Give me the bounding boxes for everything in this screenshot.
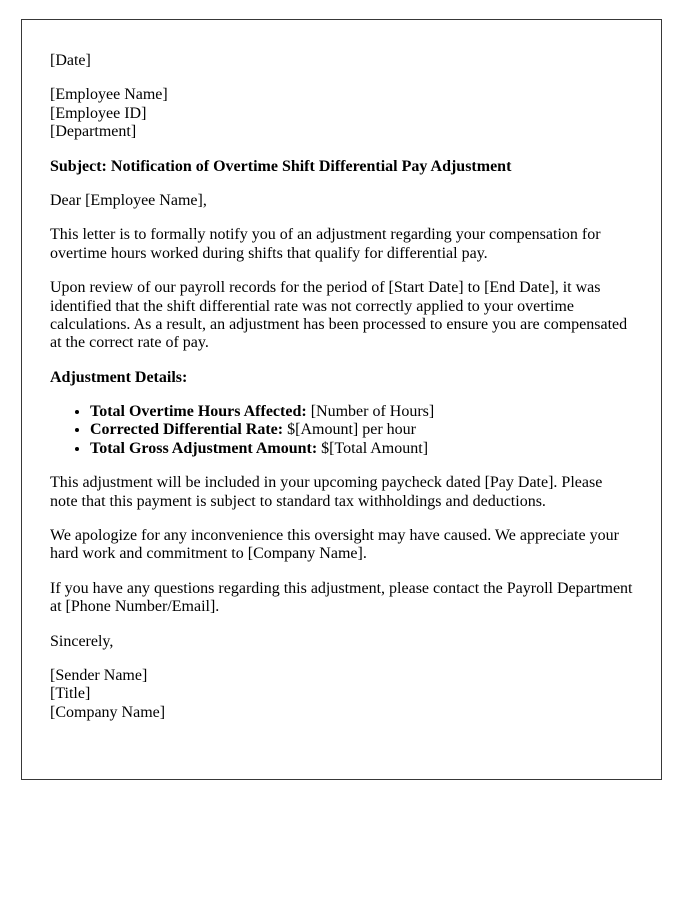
detail-item-hours: [90, 403, 633, 421]
salutation: Dear [Employee Name],: [50, 191, 207, 209]
paragraph-apology: We apologize for any inconvenience this oversight may have caused. We appreciate your hard work and commitment to [Company Name].: [50, 527, 619, 563]
detail-item-total: [90, 440, 633, 458]
paragraph-paycheck: This adjustment will be included in your upcoming paycheck dated [Pay Date]. Please note that this payment is subject to standard tax withholdings and deductions.: [50, 474, 603, 510]
detail-value: [Number of Hours]: [306, 403, 435, 421]
details-heading: Adjustment Details:: [50, 368, 188, 386]
subject-line: Subject: Notification of Overtime Shift Differential Pay Adjustment: [50, 157, 512, 175]
recipient-department: [Department]: [50, 123, 137, 141]
letter-document: [21, 19, 662, 780]
paragraph-questions: If you have any questions regarding this adjustment, please contact the Payroll Department at [Phone Number/Email].: [50, 579, 633, 616]
date-line: [Date]: [50, 52, 91, 69]
details-list: [50, 403, 633, 458]
detail-label: Corrected Differential Rate:: [90, 421, 284, 439]
signature-sender-name: [Sender Name]: [50, 666, 148, 684]
recipient-name: [Employee Name]: [50, 86, 168, 104]
signature-block: [50, 667, 633, 722]
detail-label: Total Gross Adjustment Amount:: [90, 439, 318, 457]
detail-item-rate: [90, 421, 633, 439]
signature-title: [Title]: [50, 685, 91, 703]
closing: Sincerely,: [50, 632, 114, 650]
recipient-id: [Employee ID]: [50, 104, 147, 122]
detail-value: $[Amount] per hour: [283, 421, 416, 439]
paragraph-intro: This letter is to formally notify you of an adjustment regarding your compensation for overtime hours worked during shifts that qualify for differential pay.: [50, 226, 601, 262]
paragraph-review: Upon review of our payroll records for the period of [Start Date] to [End Date], it was identified that the shift differential rate was not correctly applied to your overtime calculations. As a result, an adjustment has been processed to ensure you are compensated at the correct rate of pay.: [50, 279, 628, 352]
signature-company: [Company Name]: [50, 703, 166, 721]
detail-label: Total Overtime Hours Affected:: [90, 403, 307, 421]
detail-value: $[Total Amount]: [317, 439, 429, 457]
recipient-block: [50, 86, 633, 141]
